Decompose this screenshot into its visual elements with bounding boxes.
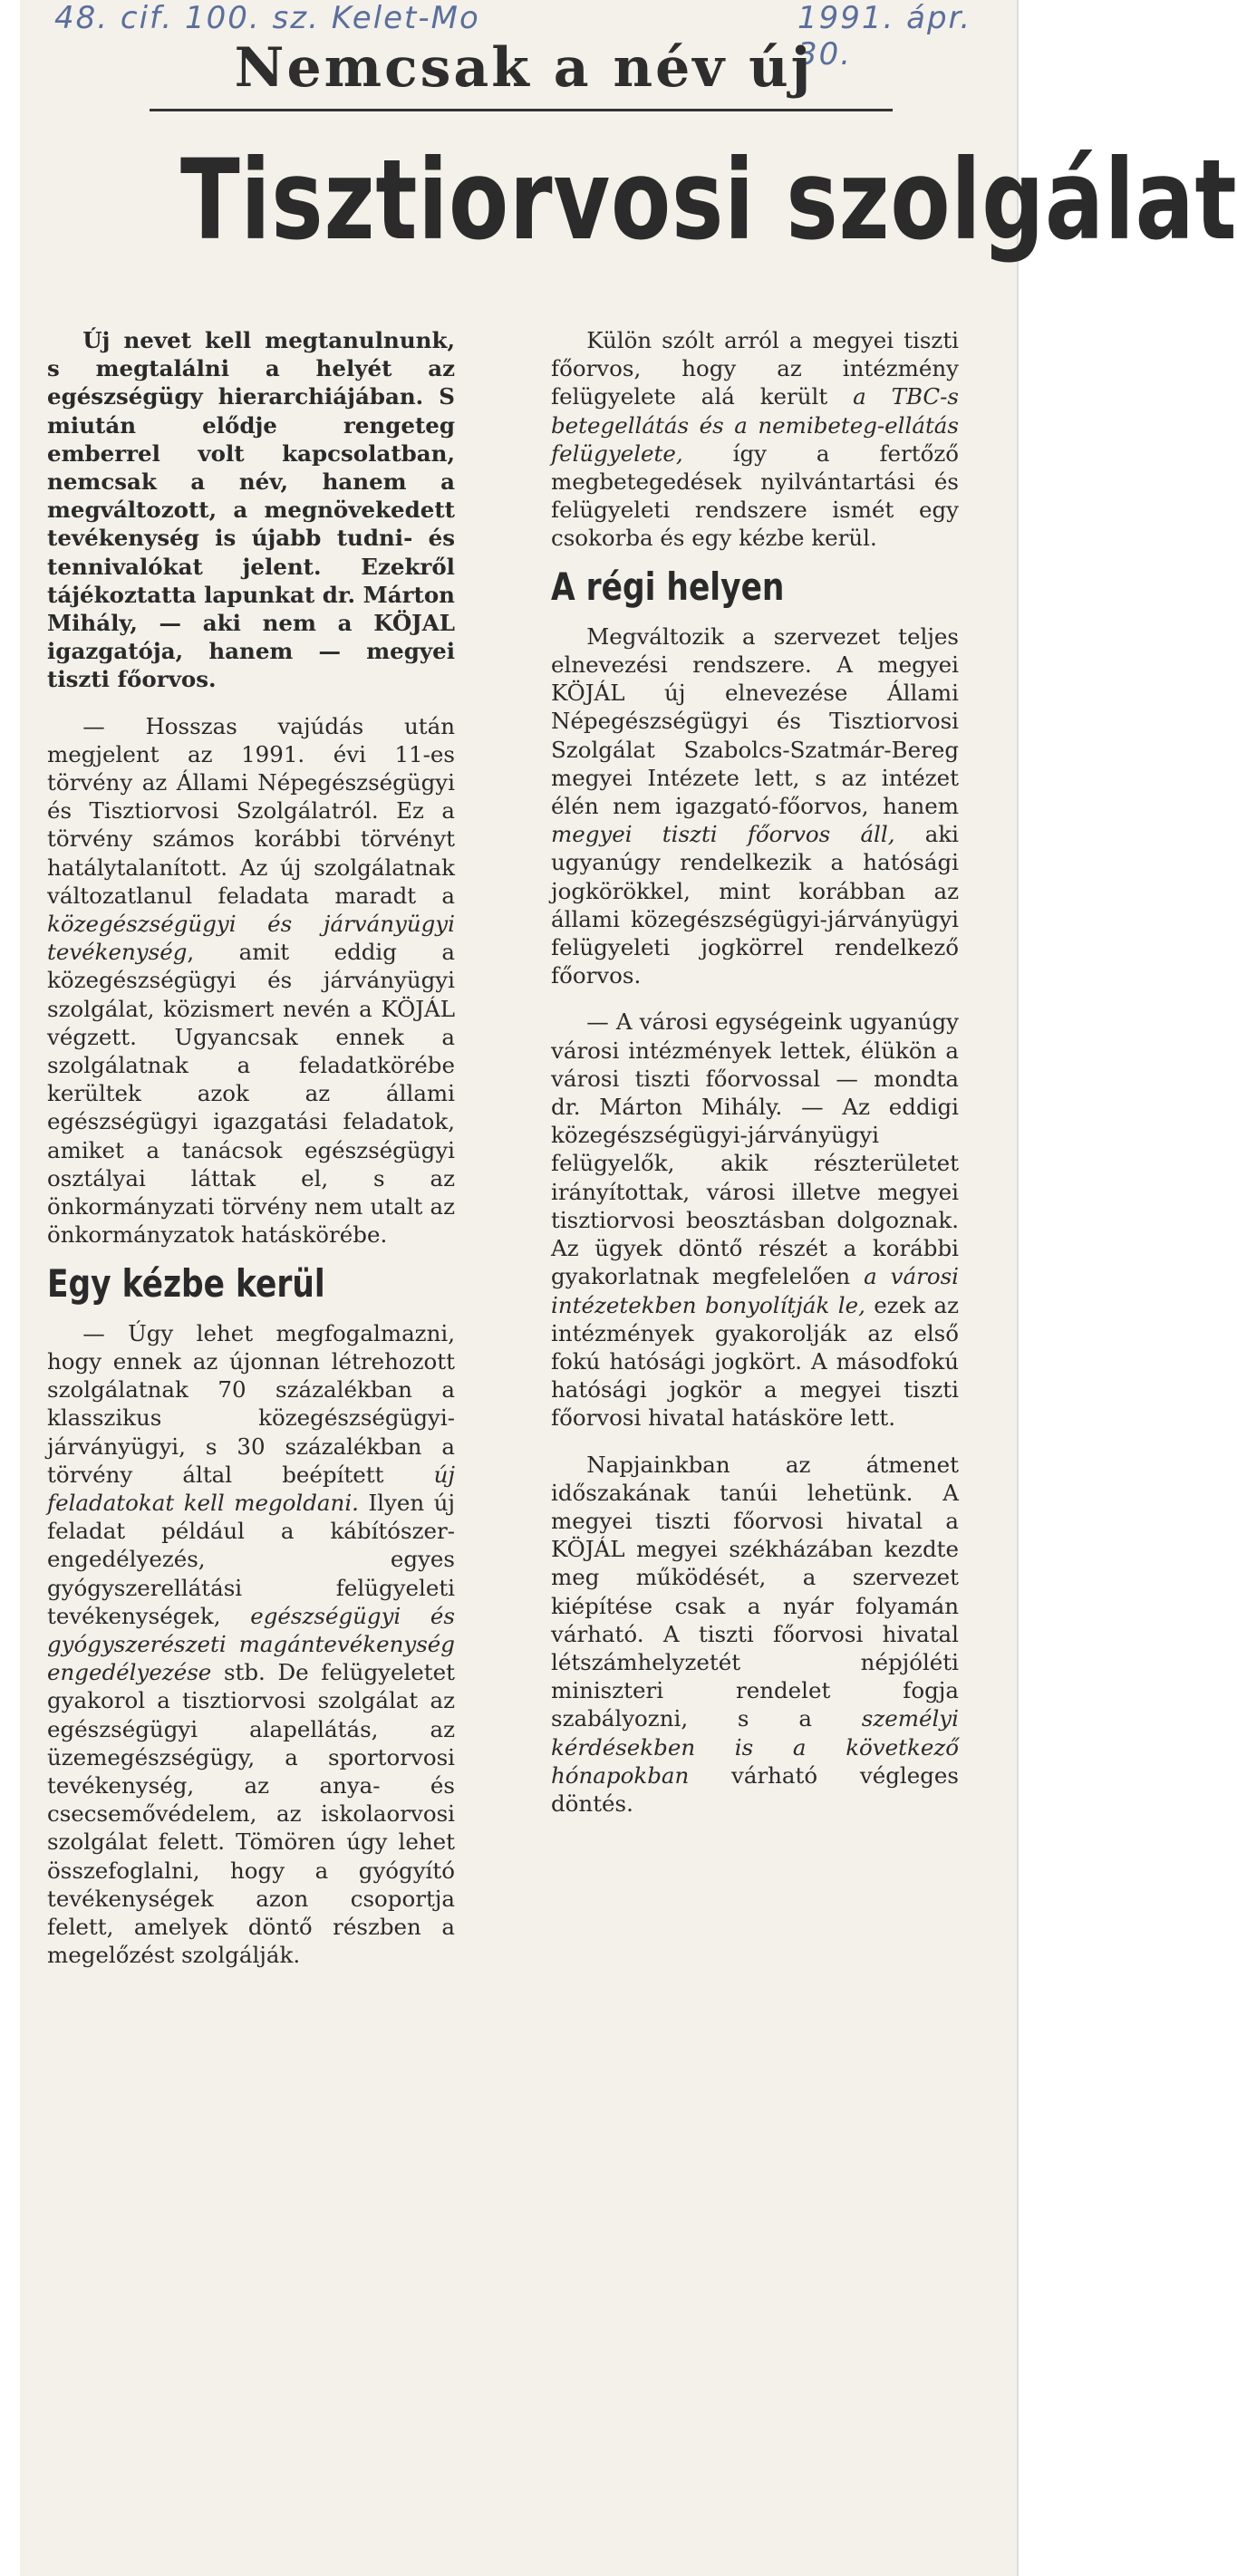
handwritten-date-note: 1991. ápr. 30. <box>797 0 972 72</box>
kicker-underline <box>150 109 893 111</box>
article-column-right <box>551 326 959 1818</box>
paragraph-tasks: — Úgy lehet megfogalmazni, hogy ennek az újonnan létrehozott szolgálatnak 70 százalékban a klasszikus közegészségügyi-járványügyi, s 30 százalékban a törvény által beépített új feladatokat kell megoldani. Ilyen új feladat például a kábítószer-engedélyezés, egyes gyógyszerellátási felügyeleti tevékenységek, egészségügyi és gyógyszerészeti magántevékenység engedélyezése stb. De felügyeletet gyakorol a tisztiorvosi szolgálat az egészségügyi alapellátás, az üzemegészségügy, a sportorvosi tevékenység, az anya- és csecsemővédelem, az iskolaorvosi szolgálat felett. Tömören úgy lehet összefoglalni, hogy a gyógyító tevékenységek azon csoportja felett, amelyek döntő részben a megelőzést szolgálják. <box>47 1319 455 1969</box>
article-kicker: Nemcsak a név új <box>234 36 814 100</box>
subheading-egy-kezbe: Egy kézbe kerül <box>47 1260 325 1306</box>
paragraph-intro: — Hosszas vajúdás után megjelent az 1991. évi 11-es törvény az Állami Népegészségügyi és Tisztiorvosi Szolgálatról. Ez a törvény számos korábbi törvényt hatálytalanított. Az új szolgálatnak változatlanul feladata maradt a közegészségügyi és járványügyi tevékenység, amit eddig a közegészségügyi és járványügyi szolgálat, közismert nevén a KÖJÁL végzett. Ugyancsak ennek a szolgálatnak a feladatkörébe kerültek azok az állami egészségügyi igazgatási feladatok, amiket a tanácsok egészségügyi osztályai láttak el, s az önkormányzati törvény nem utalt az önkormányzatok hatáskörébe. <box>47 712 455 1249</box>
article-column-left <box>47 326 455 1969</box>
article-lead: Új nevet kell megtanulnunk, s megtalálni a helyét az egészségügy hierarchiájában. S miután elődje rengeteg emberrel volt kapcsolatban, nemcsak a név, hanem a megváltozott, a megnövekedett tevékenység is újabb tudni- és tennivalókat jelent. Ezekről tájékoztatta lapunkat dr. Márton Mihály, — aki nem a KÖJAL igazgatója, hanem — megyei tiszti főorvos. <box>47 327 455 693</box>
handwritten-source-note: 48. cif. 100. sz. Kelet-Mo <box>54 0 480 36</box>
paragraph-tbc: Külön szólt arról a megyei tiszti főorvos, hogy az intézmény felügyelete alá került a TBC-s betegellátás és a nemibeteg-ellátás felügyelete, így a fertőző megbetegedések nyilvántartási és felügyeleti rendszere ismét egy csokorba és egy kézbe kerül. <box>551 327 959 552</box>
paragraph-city-units: — A városi egységeink ugyanúgy városi intézmények lettek, élükön a városi tiszti főorvossal — mondta dr. Márton Mihály. — Az eddigi közegészségügyi-járványügyi felügyelők, akik részterületet irányítottak, városi illetve megyei tisztiorvosi beosztásban dolgoznak. Az ügyek döntő részét a korábbi gyakorlatnak megfelelően a városi intézetekben bonyolítják le, ezek az intézmények gyakorolják az első fokú hatósági jogkört. A másodfokú hatósági jogkör a megyei tiszti főorvosi hivatal hatásköre lett. <box>551 1008 959 1432</box>
paragraph-transition: Napjainkban az átmenet időszakának tanúi lehetünk. A megyei tiszti főorvosi hivatal a KÖJÁL megyei székházában kezdte meg működését, a szervezet kiépítése csak a nyár folyamán várható. A tiszti főorvosi hivatal létszámhelyzetét népjóléti miniszteri rendelet fogja szabályozni, s a személyi kérdésekben is a következő hónapokban várható végleges döntés. <box>551 1451 959 1817</box>
article-headline: Tisztiorvosi szolgálat <box>179 136 1237 265</box>
subheading-regi-helyen: A régi helyen <box>551 564 785 609</box>
paragraph-organization: Megváltozik a szervezet teljes elnevezési rendszere. A megyei KÖJÁL új elnevezése Állami Népegészségügyi és Tisztiorvosi Szolgálat Szabolcs-Szatmár-Bereg megyei Intézete lett, s az intézet élén nem igazgató-főorvos, hanem megyei tiszti főorvos áll, aki ugyanúgy rendelkezik a hatósági jogkörökkel, mint korábban az állami közegészségügyi-járványügyi felügyeleti jogkörrel rendelkező főorvos. <box>551 622 959 989</box>
